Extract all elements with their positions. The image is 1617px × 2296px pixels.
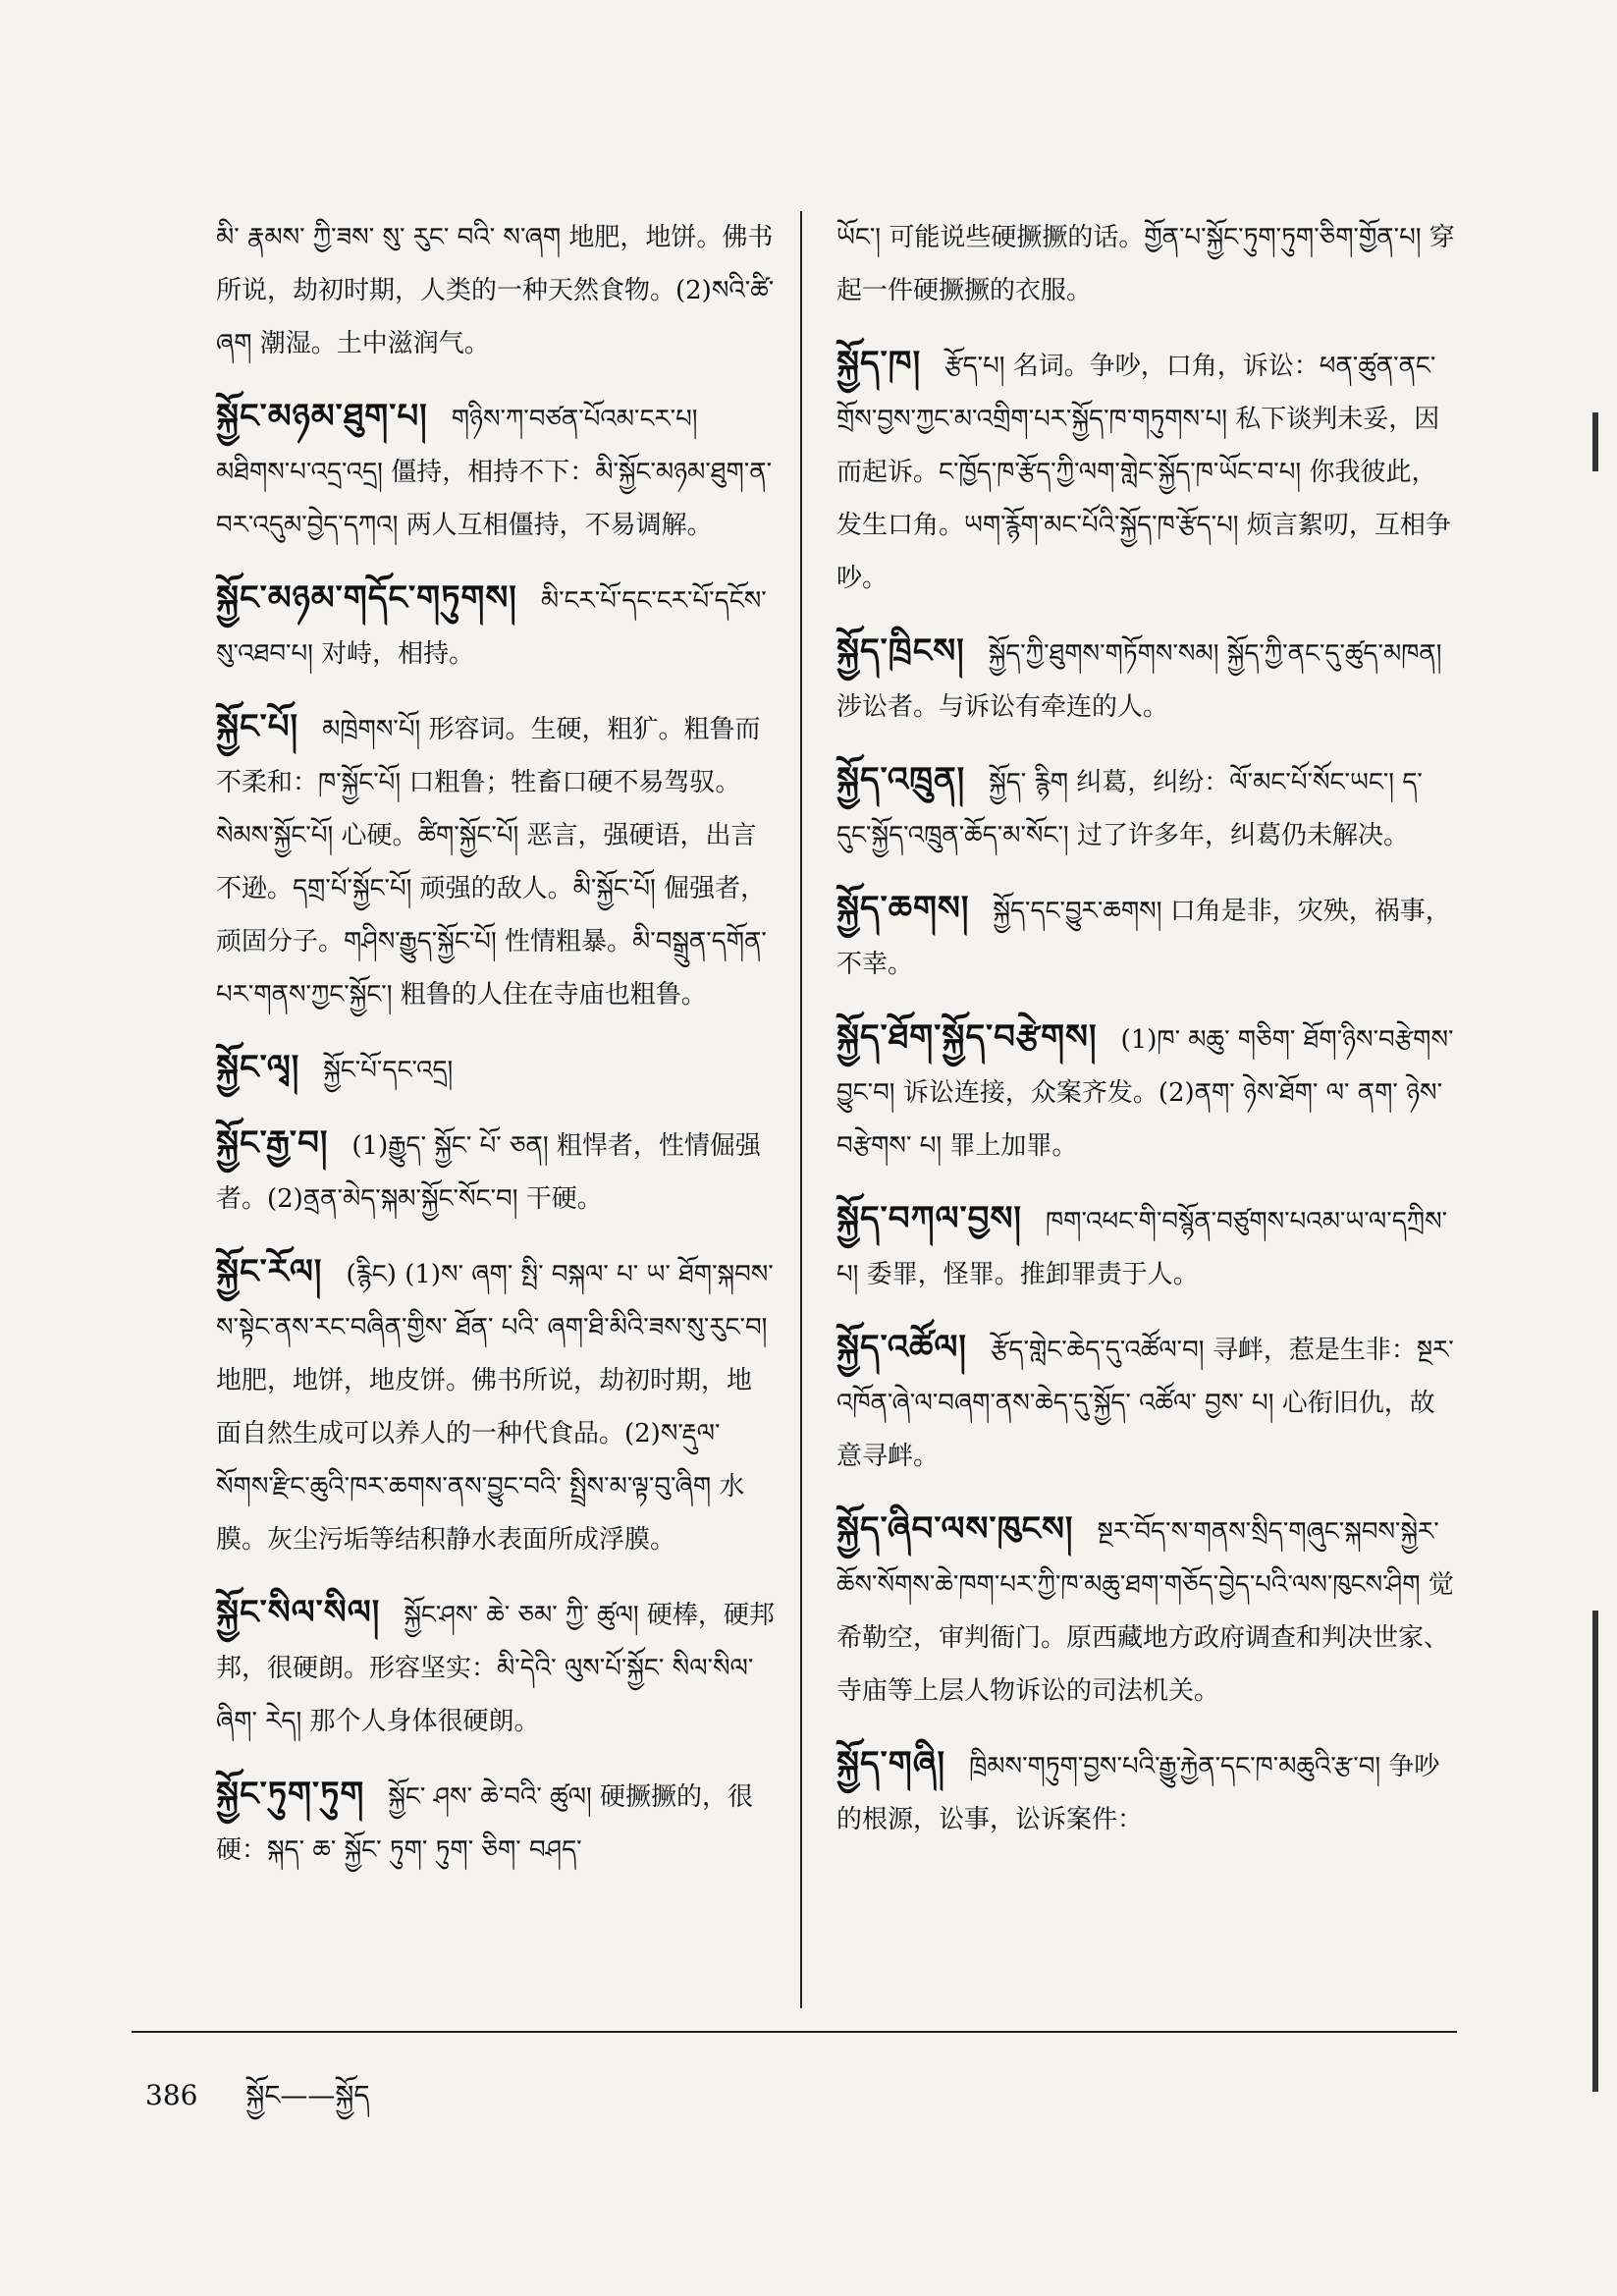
entry-headword: སྐྱོང་རྒྱ་བ།	[216, 1123, 329, 1163]
entry-definition: རྩོད་གླེང་ཆེད་དུ་འཚོལ་བ། 寻衅，惹是生非：སྔར་འཁོན་ཞེ་ལ་བཞག་ནས་ཆེད་དུ་སྐྱོད་ འཚོལ་ བྱས་ པ། 心衔旧仇，故意寻衅。	[836, 1336, 1454, 1471]
dictionary-entry	[836, 211, 1455, 317]
dictionary-entry	[836, 1321, 1455, 1483]
footer-rule	[132, 2031, 1457, 2033]
entry-definition: མི་ངར་པོ་དང་ངར་པོ་དངོས་སུ་འཐབ་པ། 对峙，相持。	[216, 586, 767, 669]
dictionary-entry	[836, 1503, 1455, 1718]
entry-headword: སྐྱོད་གཞི།	[836, 1744, 946, 1783]
entry-definition: ཡོང་། 可能说些硬撅撅的话。གྱོན་པ་སྐྱོང་ཏུག་ཏུག་ཅིག་གྱོན་པ། 穿起一件硬撅撅的衣服。	[836, 223, 1455, 305]
dictionary-entry	[216, 1586, 776, 1748]
running-head: སྐྱོང——སྐྱོད	[245, 2079, 370, 2111]
entry-definition: སྐྱོང་ཤས་ ཆེ་ ཅམ་ ཀྱི་ ཚུལ། 硬棒，硬邦邦，很硬朗。形容坚实：མི་དེའི་ ལུས་པོ་སྐྱོང་ སིལ་སིལ་ ཞིག་ རེད། 那个人身体很硬朗。	[216, 1601, 775, 1736]
dictionary-entry	[216, 1117, 776, 1226]
entry-definition: མཁྲེགས་པོ། 形容词。生硬，粗犷。粗鲁而不柔和：ཁ་སྐྱོང་པོ། 口粗鲁；牲畜口硬不易驾驭。སེམས་སྐྱོང་པོ། 心硬。ཚིག་སྐྱོང་པོ། 恶言，强硬语，出言不逊。དགྲ་པོ་སྐྱོང་པོ། 顽强的敌人。མི་སྐྱོང་པོ། 倔强者，顽固分子。གཤིས་རྒྱུད་སྐྱོང་པོ། 性情粗暴。མི་བསྒྲུན་དགོན་པར་གནས་ཀྱང་སྐྱོང་། 粗鲁的人住在寺庙也粗鲁。	[216, 715, 767, 1010]
entry-headword: སྐྱོད་བཀལ་བྱས།	[836, 1199, 1022, 1238]
entry-headword: སྐྱོད་ཐོག་སྐྱོད་བརྩེགས།	[836, 1017, 1098, 1057]
dictionary-entry	[836, 1737, 1455, 1846]
entry-definition: སྐྱོང་ ཤས་ ཆེ་བའི་ ཚུལ། 硬撅撅的，很硬：སྐད་ ཆ་ སྐྱོང་ ཏུག་ ཏུག་ ཅིག་ བཤད་	[216, 1782, 753, 1865]
dictionary-entry	[836, 1192, 1455, 1301]
entry-headword: སྐྱོང་ལྭ།	[216, 1048, 300, 1087]
dictionary-entry	[836, 1011, 1455, 1173]
entry-headword: སྐྱོད་ཁ།	[836, 344, 922, 383]
entry-definition: སྐྱོད་ཀྱི་ཐུགས་གཏོགས་སམ། སྐྱོད་ཀྱི་ནང་དུ་ཚུད་མཁན། 涉讼者。与诉讼有牵连的人。	[836, 639, 1442, 722]
entry-headword: སྐྱོང་ཏུག་ཏུག	[216, 1775, 365, 1814]
entry-headword: སྐྱོང་སིལ་སིལ།	[216, 1593, 381, 1632]
entry-definition: (1)ཁ་ མཆུ་ གཅིག་ ཐོག་ཉིས་བརྩེགས་བྱུང་བ། 诉讼连接，众案齐发。(2)ནག་ ཉེས་ཐོག་ ལ་ ནག་ ཉེས་ བརྩེགས་ པ། 罪上加罪。	[836, 1025, 1454, 1161]
entry-headword: སྐྱོང་མཉམ་གདོང་གཏུགས།	[216, 578, 517, 618]
dictionary-entry	[216, 1245, 776, 1566]
dictionary-entry	[836, 882, 1455, 991]
scan-edge-mark	[1592, 412, 1598, 471]
entry-definition: ཁག་འཕང་གི་བསྙོན་བཙུགས་པའམ་ཡ་ལ་དཀྲིས་ པ། 委罪，怪罪。推卸罪责于人。	[836, 1207, 1448, 1289]
dictionary-entry	[216, 700, 776, 1021]
entry-definition: (1)རྒྱུད་ སྐྱོང་ པོ་ ཅན། 粗悍者，性情倔强者。(2)ནྲན་མེད་སྐམ་སྐྱོང་སོང་བ། 干硬。	[216, 1131, 761, 1214]
left-column	[216, 211, 776, 1896]
page-number: 386	[145, 2079, 198, 2111]
dictionary-entry	[216, 211, 776, 370]
entry-definition: སྐྱོང་པོ་དང་འདྲ།	[323, 1056, 454, 1085]
page-footer	[145, 2064, 409, 2142]
entry-headword: སྐྱོད་ཞིབ་ལས་ཁུངས།	[836, 1509, 1074, 1549]
dictionary-entry	[836, 625, 1455, 734]
entry-headword: སྐྱོང་རོལ།	[216, 1252, 323, 1291]
entry-headword: སྐྱོང་མཉམ་ཐུག་པ།	[216, 397, 428, 436]
entry-definition: སྐྱོད་དང་བྱུར་ཆགས། 口角是非，灾殃，祸事，不幸。	[836, 897, 1451, 979]
dictionary-entry	[216, 1768, 776, 1877]
dictionary-entry	[836, 753, 1455, 862]
entry-definition: (རྙིང) (1)ས་ ཞག་ སྤི་ བསྐལ་ པ་ ཡ་ ཐོག་སྐབས་ས་སྟེང་ནས་རང་བཞིན་གྱིས་ ཐོན་ པའི་ ཞག་ཐི་མིའི་ཟས་སུ་རུང་བ། 地肥，地饼，地皮饼。佛书所说，劫初时期，地面自然生成可以养人的一种代食品。(2)ས་རྡུལ་སོགས་རྫིང་ཆུའི་ཁར་ཆགས་ནས་བྱུང་བའི་ སྤྲིས་མ་ལྟ་བུ་ཞིག 水膜。灰尘污垢等结积静水表面所成浮膜。	[216, 1260, 774, 1555]
entry-definition: མི་ རྣམས་ ཀྱི་ཟས་ སུ་ རུང་ བའི་ ས་ཞག 地肥，地饼。佛书所说，劫初时期，人类的一种天然食物。(2)སའི་ཚི་ཞག 潮湿。土中滋润气。	[216, 223, 775, 358]
entry-definition: གཉིས་ཀ་བཙན་པོའམ་ངར་པ། མཐིགས་པ་འདྲ་འདྲ། 僵持，相持不下：མི་སྐྱོང་མཉམ་ཐུག་ན་བར་འདུམ་བྱེད་དཀའ། 两人互相僵持，不易调解。	[216, 405, 773, 540]
entry-headword: སྐྱོད་འཚོལ།	[836, 1328, 967, 1367]
entry-definition: རྩོད་པ། 名词。争吵，口角，诉讼：ཕན་ཚུན་ནང་གྲོས་བྱས་ཀྱང་མ་འགྲིག་པར་སྐྱོད་ཁ་གཏུགས་པ། 私下谈判未妥，因而起诉。ང་ཁྱོད་ཁ་རྩོད་ཀྱི་ལག་གླེང་སྐྱོད་ཁ་ཡོང་བ་པ། 你我彼此，发生口角。ཡག་རྙོག་མང་པོའི་སྐྱོད་ཁ་རྩོད་པ། 烦言絮叨，互相争吵。	[836, 352, 1451, 593]
entry-headword: སྐྱོང་པོ།	[216, 707, 299, 746]
entry-definition: ཁྲིམས་གཏུག་བྱས་པའི་རྒྱུ་རྐྱེན་དང་ཁ་མཆུའི་རྩ་བ། 争吵的根源，讼事，讼诉案件：	[836, 1752, 1440, 1834]
entry-headword: སྐྱོད་འཁྲུན།	[836, 760, 966, 799]
entry-headword: སྐྱོད་ཆགས།	[836, 889, 970, 928]
dictionary-entry	[216, 1041, 776, 1097]
dictionary-entry	[216, 572, 776, 681]
entry-definition: སྐྱོད་ རྙིག 纠葛，纠纷：ལོ་མང་པོ་སོང་ཡང་། ད་དུང་སྐྱོད་འཁྲུན་ཆོད་མ་སོང་། 过了许多年，纠葛仍未解决。	[836, 768, 1423, 850]
entry-headword: སྐྱོད་ཁྲིངས།	[836, 631, 965, 671]
dictionary-entry	[836, 337, 1455, 605]
right-column	[836, 211, 1455, 1866]
entry-definition: སྔར་བོད་ས་གནས་སྲིད་གཞུང་སྐབས་སྐྱེར་ཆོས་སོགས་ཆེ་ཁག་པར་ཀྱི་ཁ་མཆུ་ཐག་གཅོད་བྱེད་པའི་ལས་ཁུངས་ཤིག 觉希勒空，审判衙门。原西藏地方政府调查和判决世家、寺庙等上层人物诉讼的司法机关。	[836, 1517, 1454, 1706]
column-divider	[800, 211, 802, 2008]
dictionary-entry	[216, 390, 776, 552]
scan-edge-mark	[1592, 1611, 1598, 2092]
